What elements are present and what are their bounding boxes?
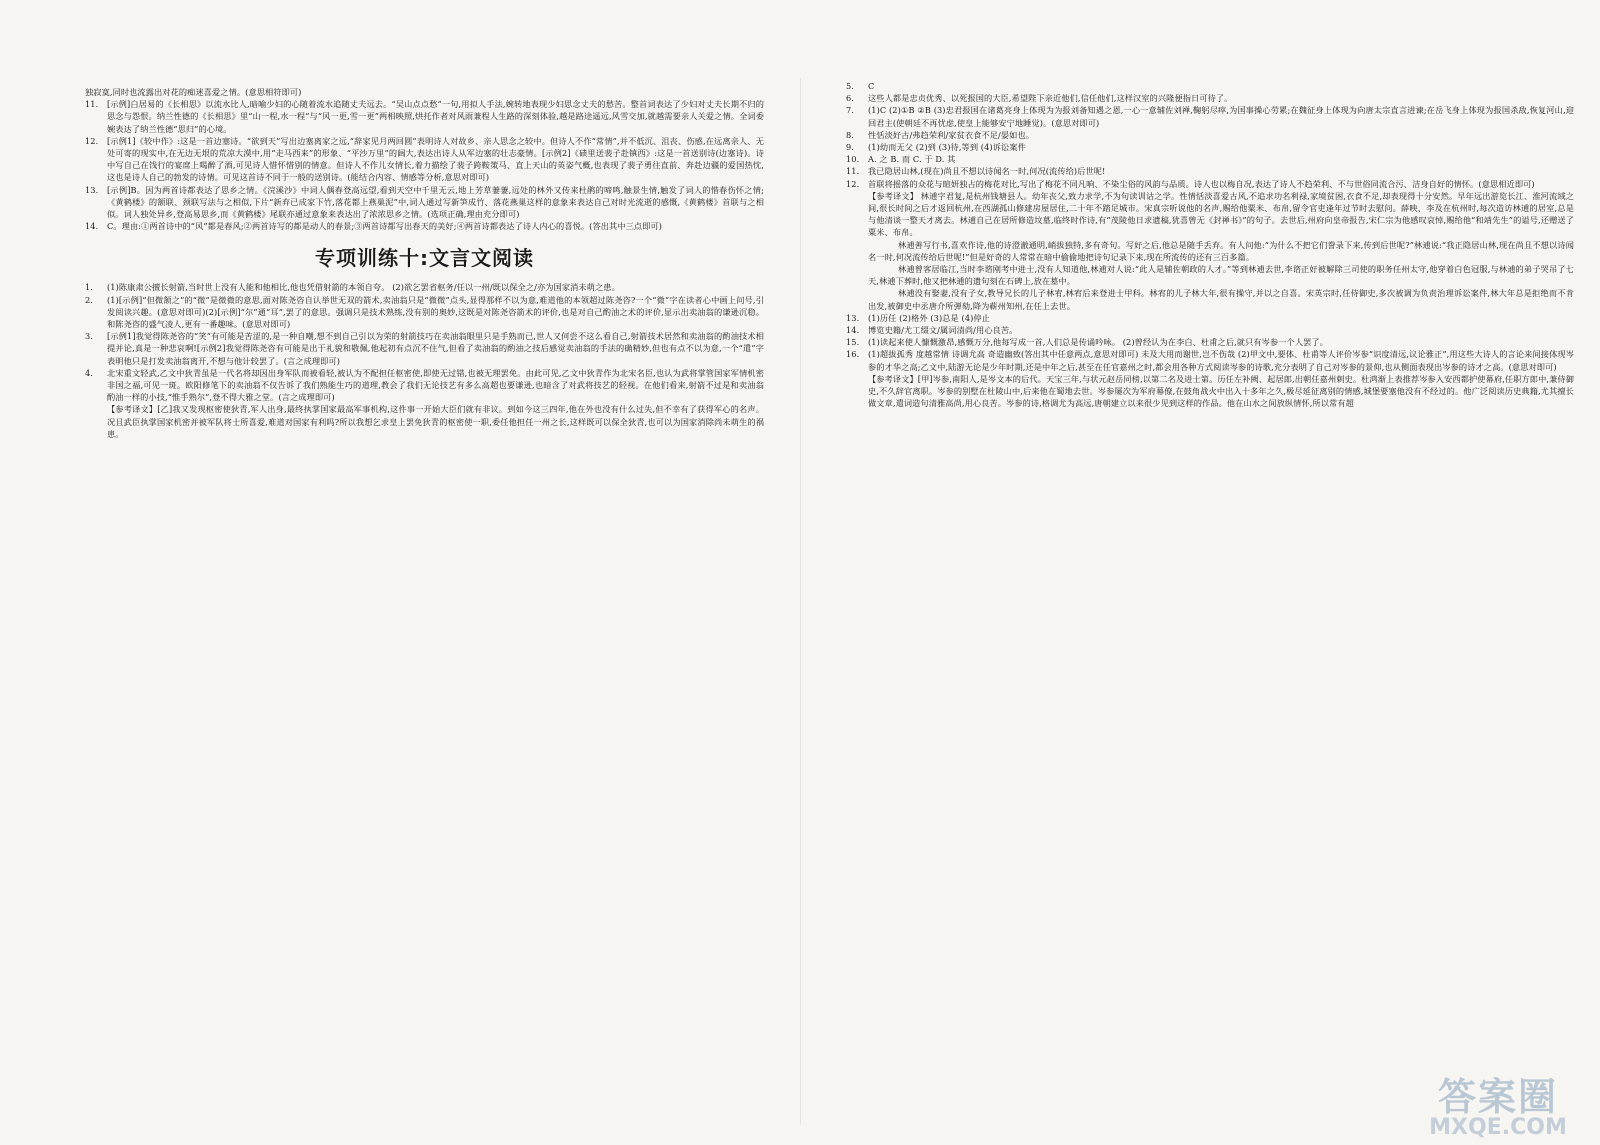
answer-text: 【参考译文】 林逋字君复,是杭州钱塘县人。幼年丧父,致力求学,不为句读训诂之学。性情恬淡喜爱古风,不追求功名利禄,家境贫困,衣食不足,却表现得十分安然。早年远出游览长江、淮河流域之间,很长时间之后才返回杭州,在西湖孤山修建房屋居住,二十年不踏足城市。宋真宗听说他的名声,赐给他粟米、布帛,留令官吏逢年过节时去慰问。薛映、李及在杭州时,每次造访林逋的居室,总是与他清谈一整天才离去。林逋自己在居所修造坟墓,临终时作诗,有“茂陵他日求遗稿,犹喜曾无《封禅书》”的句子。去世后,州府向皇帝报告,宋仁宗为他感叹哀悼,赐给他“和靖先生”的谥号,还赠送了粟米、布帛。 [868,190,1574,238]
answer-number: 13. [85,184,99,195]
answer-text: (1)[示例]“但微颔之”的“微”是微微的意思,面对陈尧咨自认举世无双的箭术,卖油翁只是“微微”点头,显得那样不以为意,难道他的本领超过陈尧咨?一个“微”字在读者心中画上问号,引发阅读兴趣。(意思对即可)(2)[示例]“尔”通“耳”,罢了的意思。强调只是技术熟练,没有别的奥妙,这既是对陈尧咨箭术的评价,也是对自己酌油之术的评价,显示出卖油翁的谦逊沉稳。和陈尧咨的盛气凌人,更有一番趣味。(意思对即可) [107,294,764,330]
watermark-url: MXQE.COM [1429,1115,1567,1140]
answer-item [85,367,764,404]
answer-text: [示例1]我觉得陈尧咨的“笑”有可能是苦涩的,是一种自嘲,想不到自己引以为荣的射箭技巧在卖油翁眼里只是手熟而已,世人又何尝不这么看自己,射箭技术居然和卖油翁的酌油技术相提并论,真是一种悲哀啊![示例2]我觉得陈尧咨有可能是出于礼貌和敬佩,他起初有点沉不住气,但看了卖油翁的酌油之技后感觉卖油翁的手法的确精妙,但也有点不以为意,一个“遣”字表明他只是打发卖油翁离开,不想与他计较罢了。(言之成理即可) [107,331,764,366]
answer-number: 11. [846,166,860,177]
answer-item [85,281,764,293]
answer-number: 11. [85,99,99,110]
answer-item [85,294,764,331]
answer-text: C [868,81,875,91]
answer-item [846,153,1574,165]
answer-number: 1. [85,282,94,293]
answer-number: 12. [85,135,99,146]
answer-text: 博览史籍/尤工缀文/属词清尚/用心良苦。 [868,325,1018,336]
answer-text: 性恬淡好古/弗趋荣利/家贫衣食不足/晏如也。 [868,129,1035,140]
answer-item [846,373,1574,410]
answer-item [85,330,764,367]
answer-item [85,135,764,184]
answer-item [846,287,1574,311]
answer-text: 首联将摇落的众花与暄妍独占的梅花对比,写出了梅花不同凡响、不染尘俗的风韵与品质。诗人也以梅自况,表达了诗人不趋荣利、不与世俗同流合污、洁身自好的情怀。(意思相近即可) [868,178,1535,189]
answer-text: C。理由:①两首诗中的“风”都是春风;②两首诗写的都是动人的春景;③两首诗都写出春天的美好;④两首诗都表达了诗人内心的喜悦。(答出其中三点即可) [107,221,663,232]
answer-item [85,184,764,221]
answer-item [846,129,1574,141]
answer-text: [示例1]《较中作》:这是一首边塞诗。“欲到天”写出边塞离家之远,“辞家见月两回圆”表明诗人对故乡、亲人思念之较中。但诗人不作“常情”,并不低沉、沮丧、伤感,在远离亲人、无处可寄的现实中,在无边无垠的荒凉大漠中,用“走马西来”的形象、“平沙万里”的阔大,表达出诗人从军边塞的壮志豪情。[示例2]《碛里送裴子赴镇西》:这是一首送别诗(边塞诗)。诗中写自己在饯行的宴席上喝醉了酒,可见诗人惜怀惜别的情意。但诗人不作儿女情长,着力描绘了裴子跨鞍策马、直上天山的英姿气概,也表现了裴子勇往直前、奔赴边疆的爱国热忱,这也是诗人自己的勃发的诗情。可见这首诗不同于一般的送别诗。(能结合内容、情感等分析,意思对即可) [107,135,764,183]
answer-text: 【参考译文】[甲]岑参,南阳人,是岑文本的后代。天宝三年,与状元赵岳同榜,以第二名及进士第。历任左补阙、起居郎,出朝任嘉州刺史。杜鸿渐上表推荐岑参入安西都护使幕府,任职方郎中,兼侍御史,不久辞官离职。岑参的别墅在杜陵山中,后来他在蜀地去世。岑参屡次为军府幕僚,在鼓角战火中出入十多年之久,极尽延征离别的情感,城堡要塞他没有不经过的。他广泛阅读历史典籍,尤其擅长做文章,遣词造句清雅高尚,用心良苦。岑参的诗,格调尤为高远,唐朝建立以来很少见到这样的作品。他在山水之间放纵情怀,所以常有超 [868,373,1574,409]
answer-item [846,348,1574,372]
answer-text: (1)陈康肃公擅长射箭,当时世上没有人能和他相比,他也凭借射箭的本领自夸。 (2)欲乞罢省枢务/任以一州/既以保全之/亦为国家消未萌之患。 [107,282,620,293]
answer-text: [示例]B。因为两首诗都表达了思乡之情。《浣溪沙》中词人偶春登高远望,看到天空中千里无云,地上芳草萋萋,远处的林外又传来杜鹃的啼鸣,触景生情,触发了词人的惜春伤怀之情;《黄鹤楼》的颔联、颈联写法与之相似,下片“新弃已成家下竹,落花都上燕巢泥”中,词人通过写新笋成竹、落花燕巢这样的意象来表达自己对时光流逝的感慨,《黄鹤楼》首联与之相似。词人独处异乡,登高易思乡,而《黄鹤楼》尾联亦通过意象来表达出了浓浓思乡之情。(选项正确,理由充分即可) [107,184,764,220]
answer-text: 林逋没有娶妻,没有子女,教导兄长的儿子林宥,林宥后来登进士甲科。林宥的儿子林大年,很有操守,并以之自喜。宋英宗时,任侍御史,多次被调为负责治理诉讼案件,林大年总是拒绝而不肯出发,被御史中丞唐介所弹劾,降为蕲州知州,在任上去世。 [868,288,1574,311]
section-title: 专项训练十:文言文阅读 [315,246,534,271]
answer-item [846,92,1574,104]
answer-number: 4. [85,367,94,378]
answer-item [846,141,1574,153]
left-answer-list [85,98,764,232]
watermark [1408,1075,1588,1140]
answer-item [846,336,1574,348]
answer-text: [示例]白居易的《长相思》以流水比人,暗喻少妇的心随着流水追随丈夫远去。“吴山点点愁”一句,用拟人手法,婉转地表现少妇思念丈夫的愁苦。整首词表达了少妇对丈夫长期不归的思念与怨恨。纳兰性德的《长相思》里“山一程,水一程”与“风一更,雪一更”两相映照,烘托作者对风雨兼程人生路的深刻体验,越是路途遥远,风雪交加,就越需要亲人关爱之情。全词委婉表达了纳兰性德“思归”的心境。 [107,99,764,134]
answer-number: 10. [846,154,860,165]
right-page [800,0,1600,1145]
continued-line: 独寂寞,同时也流露出对花的痴迷喜爱之情。(意思相符即可) [85,87,302,97]
answer-number: 7. [846,105,855,116]
right-answer-list [846,80,1574,409]
answer-text: 我已隐居山林,(现在)尚且不想以诗闻名一时,何况(流传给)后世呢! [868,166,1106,177]
answer-item [846,165,1574,177]
answer-item [85,98,764,135]
answer-number: 8. [846,129,855,140]
answer-item [85,403,764,440]
answer-number: 15. [846,337,860,348]
answer-text: 北宋重文轻武,乙文中狄青虽是一代名将却因出身军队而被看轻,被认为不配担任枢密使,即使无过错,也被无理罢免。由此可见,乙文中狄青作为北宋名臣,也认为武将掌管国家军情机密非国之福,可见一斑。欧阳修笔下的卖油翁不仅告诉了我们熟能生巧的道理,教会了我们无论技艺有多么高超也要谦逊,也暗含了对武将技艺的轻视。在他们看来,射箭不过是和卖油翁酌油一样的小技,“惟手熟尔”,登不得大雅之堂。(言之成理即可) [107,367,764,403]
answer-number: 9. [846,142,855,153]
answer-item [846,190,1574,239]
answer-item [846,324,1574,336]
answer-item [846,239,1574,263]
answer-item [846,80,1574,92]
answer-item [846,104,1574,128]
answer-number: 12. [846,178,860,189]
answer-item [846,178,1574,190]
answer-item [846,312,1574,324]
answer-text: (1)超拔孤秀 度越常情 诗调尤高 奇造幽致(答出其中任意两点,意思对即可) 未及大用而谢世,岂不伤哉 (2)甲文中,要体、杜甫等人评价岑参“识度清远,议论雅正”,用这些大诗人的言论来间接体现岑参的才华之高;乙文中,陆游无论是少年时期,还是中年之后,甚至在任官嘉州之时,都会用各种方式阅读岑参的诗歌,充分表明了自己对岑参的景仰,也从侧面表现出岑参的诗才之高。(意思对即可) [868,349,1574,372]
left-answer-list-2 [85,281,764,440]
answer-item [846,263,1574,287]
answer-text: 林逋善写行书,喜欢作诗,他的诗澄澈通明,峭拔独特,多有奇句。写好之后,他总是随手丢弃。有人问他:“为什么不把它们誊录下来,传到后世呢?”林逋说:“我正隐居山林,现在尚且不想以诗闻名一时,何况流传给后世呢!”但是好奇的人常常在暗中偷偷地把诗句记录下来,现在所流传的还有三百多篇。 [868,239,1574,262]
watermark-logo-text: 答案圈 [1437,1075,1558,1119]
answer-text: (1)读起来使人慷慨激昂,感慨万分,他每写成一首,人们总是传诵吟咏。 (2)曾经认为在李白、杜甫之后,就只有岑参一个人罢了。 [868,337,1328,348]
answer-number: 6. [846,93,855,104]
answer-number: 14. [846,325,860,336]
answer-number: 5. [846,81,855,91]
answer-text: (1)幼而无父 (2)到 (3)待,等到 (4)诉讼案件 [868,142,1026,153]
answer-text: (1)历任 (2)格外 (3)总是 (4)停止 [868,312,990,323]
answer-number: 2. [85,294,94,305]
answer-item [85,220,764,232]
answer-number: 14. [85,221,99,232]
answer-number: 16. [846,349,860,360]
answer-text: A. 之 B. 而 C. 于 D. 其 [868,154,956,165]
answer-text: 【参考译文】[乙]我又发现枢密使狄青,军人出身,最终执掌国家最高军事机构,这件事一开始大臣们就有非议。到如今这三四年,他在外也没有什么过失,但不幸有了获得军心的名声。况且武臣执掌国家机密并被军队将士所喜爱,难道对国家有利吗?所以我想乞求皇上罢免狄青的枢密使一职,委任他担任一州之长,这样既可以保全狄青,也可以为国家消除尚未萌生的祸患。 [107,404,764,439]
answer-text: 这些人都是忠贞优秀、以死报国的大臣,希望陛下亲近他们,信任他们,这样汉室的兴隆便指日可待了。 [868,93,1233,104]
answer-text: 林逋曾客居临江,当时李谘刚考中进士,没有人知道他,林逋对人说:“此人是辅佐朝政的人才。”等到林逋去世,李谘正好被解除三司使的职务任州太守,他穿着白色冠服,与林逋的弟子哭吊了七天,林逋下葬时,他又把林逋的遗句刻在石碑上,放在墓中。 [868,264,1574,287]
answer-number: 3. [85,331,94,342]
answer-number: 13. [846,312,860,323]
answer-text: (1)C (2)①B ②B (3)忠君报国在诸葛亮身上体现为为报刘备知遇之恩,一心一意辅佐刘禅,鞠躬尽瘁,为国事操心劳累;在魏征身上体现为向唐太宗直言进谏;在岳飞身上体现为报国杀敌,恢复河山,迎回君主(使朝廷不再忧虑,使皇上能够安宁地睡觉)。(意思对即可) [868,105,1574,128]
